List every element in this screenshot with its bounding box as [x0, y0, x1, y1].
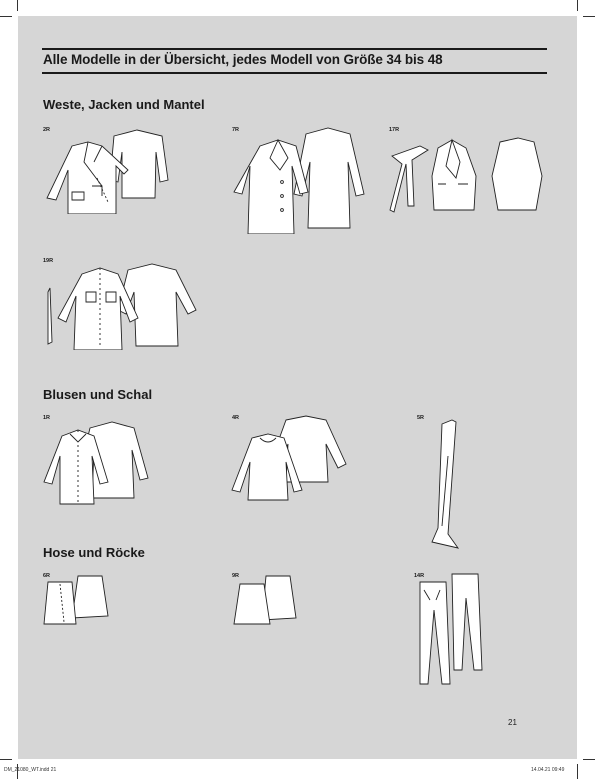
title-rule-top [42, 48, 547, 50]
crop-mark [0, 759, 12, 760]
crop-mark [583, 759, 595, 760]
model-code: 17R [389, 127, 400, 133]
sketch-scarf-5r [418, 416, 474, 551]
sketch-blouse-4r [230, 412, 350, 502]
model-code: 14R [414, 573, 425, 579]
sketch-trousers-14r [412, 570, 488, 690]
section-heading-blouses: Blusen und Schal [43, 387, 153, 402]
sketch-skirt-6r [42, 572, 116, 628]
sketch-blouse-1r [42, 416, 152, 506]
model-code: 5R [417, 415, 425, 421]
sketch-vest-17r [386, 126, 556, 216]
model-code: 19R [43, 258, 54, 264]
model-code: 6R [43, 573, 51, 579]
sketch-skirt-9r [230, 572, 304, 628]
sketch-coat-7r [230, 122, 380, 234]
slug-file: DM_21080_WT.indd 21 [4, 767, 57, 773]
model-code: 9R [232, 573, 240, 579]
model-code: 7R [232, 127, 240, 133]
model-code: 1R [43, 415, 51, 421]
crop-mark [583, 16, 595, 17]
section-heading-trousers: Hose und Röcke [43, 545, 145, 560]
model-code: 4R [232, 415, 240, 421]
page-number: 21 [508, 718, 517, 727]
page-title: Alle Modelle in der Übersicht, jedes Modell von Größe 34 bis 48 [43, 52, 443, 67]
slug-timestamp: 14.04.21 09:49 [531, 767, 565, 773]
page [18, 16, 577, 759]
section-heading-jackets: Weste, Jacken und Mantel [43, 97, 205, 112]
model-code: 2R [43, 127, 51, 133]
title-rule-bottom [42, 72, 547, 74]
crop-mark [577, 764, 578, 779]
crop-mark [17, 0, 18, 11]
sketch-blouse-19r [42, 252, 202, 350]
crop-mark [0, 16, 12, 17]
crop-mark [577, 0, 578, 11]
sketch-jacket-2r [42, 122, 172, 214]
